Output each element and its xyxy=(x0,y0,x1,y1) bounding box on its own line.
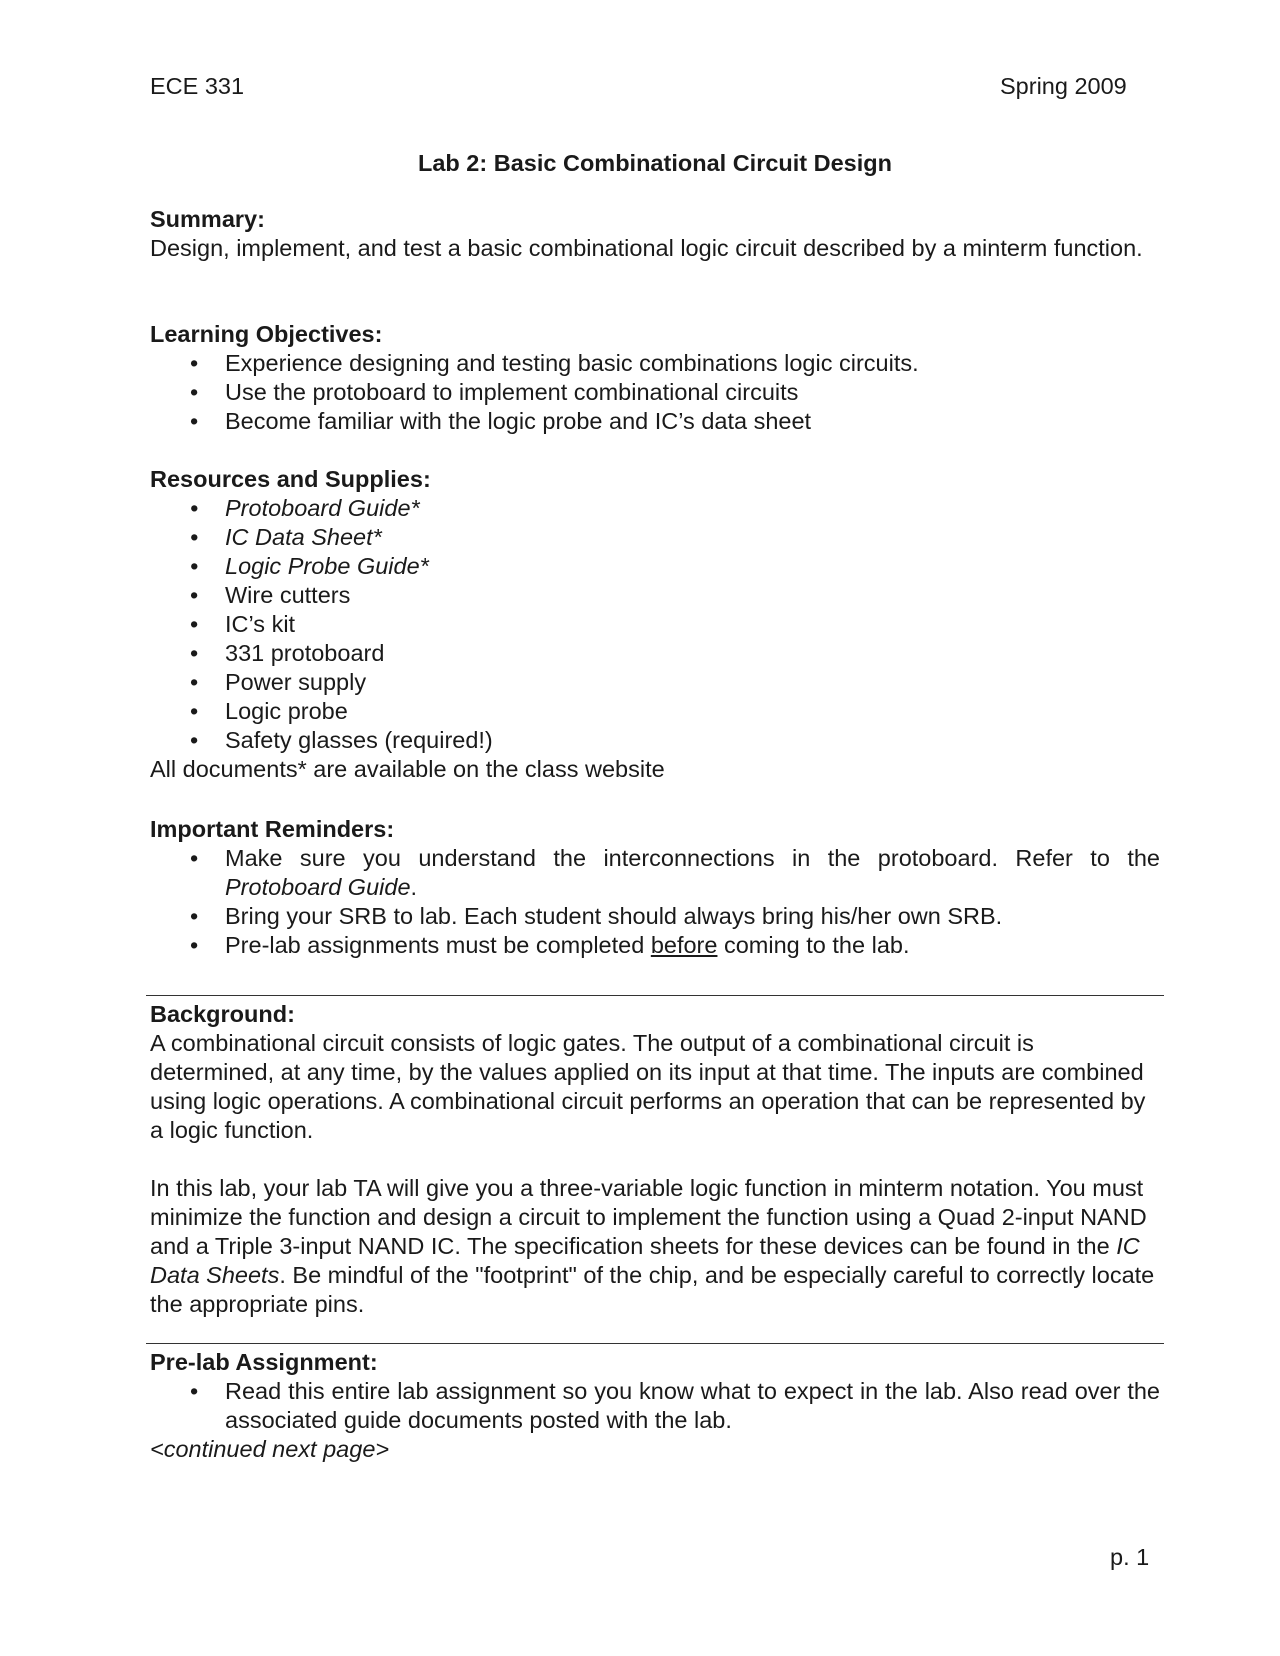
background-paragraph-1: A combinational circuit consists of logic gates. The output of a combinational circuit is determined, at any time, by the values applied on its input at that time. The inputs are combined using logic operations. A combinational circuit performs an operation that can be represented by a logic function. xyxy=(150,1030,1146,1143)
resources-heading: Resources and Supplies: xyxy=(150,466,431,492)
reminders-list xyxy=(150,844,1160,960)
list-item xyxy=(150,844,1160,902)
list-item: • Protoboard Guide* xyxy=(150,494,1160,523)
term-label: Spring 2009 xyxy=(1000,73,1127,99)
divider xyxy=(146,1343,1164,1344)
list-item: • IC Data Sheet* xyxy=(150,523,1160,552)
background-text-end: . Be mindful of the "footprint" of the chip, and be especially careful to correctly locate the appropriate pins. xyxy=(150,1262,1155,1317)
reminders-heading: Important Reminders: xyxy=(150,816,395,842)
summary-text: Design, implement, and test a basic combinational logic circuit described by a minterm function. xyxy=(150,235,1143,261)
resources-section xyxy=(150,465,1160,784)
prelab-heading: Pre-lab Assignment: xyxy=(150,1349,378,1375)
list-item: • Power supply xyxy=(150,668,1160,697)
prelab-section xyxy=(150,1348,1160,1464)
list-item: • Logic Probe Guide* xyxy=(150,552,1160,581)
list-item xyxy=(150,931,1160,960)
resources-list xyxy=(150,494,1160,755)
divider xyxy=(146,995,1164,996)
objectives-section xyxy=(150,320,1160,436)
reminder-text: Pre-lab assignments must be completed xyxy=(225,932,651,958)
course-code: ECE 331 xyxy=(150,73,245,99)
before-emphasis: before xyxy=(650,932,718,958)
list-item: • Logic probe xyxy=(150,697,1160,726)
background-section xyxy=(150,1000,1160,1319)
objectives-list xyxy=(150,349,1160,436)
resources-note: All documents* are available on the class website xyxy=(150,756,665,782)
protoboard-guide-ref: Protoboard Guide xyxy=(225,874,411,900)
list-item: • Experience designing and testing basic combinations logic circuits. xyxy=(150,349,1160,378)
background-heading: Background: xyxy=(150,1001,295,1027)
list-item: • Bring your SRB to lab. Each student should always bring his/her own SRB. xyxy=(150,902,1160,931)
prelab-list xyxy=(150,1377,1160,1435)
continued-note: <continued next page> xyxy=(150,1436,390,1462)
reminder-text-end: coming to the lab. xyxy=(717,932,910,958)
background-text: In this lab, your lab TA will give you a three-variable logic function in minterm notation. You must minimize the function and design a circuit to implement the function using a Quad 2-input NAND and a Triple 3-input NAND IC. The specification sheets for these devices can be found in the xyxy=(150,1175,1147,1259)
background-paragraph-2 xyxy=(150,1174,1160,1319)
list-item: • Safety glasses (required!) xyxy=(150,726,1160,755)
summary-section xyxy=(150,205,1160,263)
list-item: • IC’s kit xyxy=(150,610,1160,639)
list-item: • 331 protoboard xyxy=(150,639,1160,668)
list-item: • Use the protoboard to implement combinational circuits xyxy=(150,378,1160,407)
objectives-heading: Learning Objectives: xyxy=(150,321,383,347)
list-item: • Read this entire lab assignment so you know what to expect in the lab. Also read over the associated guide documents posted with the lab. xyxy=(150,1377,1160,1435)
reminders-section xyxy=(150,815,1160,960)
reminder-text: Make sure you understand the interconnections in the protoboard. Refer to the xyxy=(225,845,1160,871)
page-number: p. 1 xyxy=(1110,1544,1150,1570)
reminder-text-end: . xyxy=(410,874,418,900)
page-title: Lab 2: Basic Combinational Circuit Design xyxy=(418,150,892,176)
list-item: • Become familiar with the logic probe and IC’s data sheet xyxy=(150,407,1160,436)
list-item: • Wire cutters xyxy=(150,581,1160,610)
summary-heading: Summary: xyxy=(150,206,265,232)
ic-data-sheets-ref: IC Data Sheets xyxy=(150,1233,1140,1288)
